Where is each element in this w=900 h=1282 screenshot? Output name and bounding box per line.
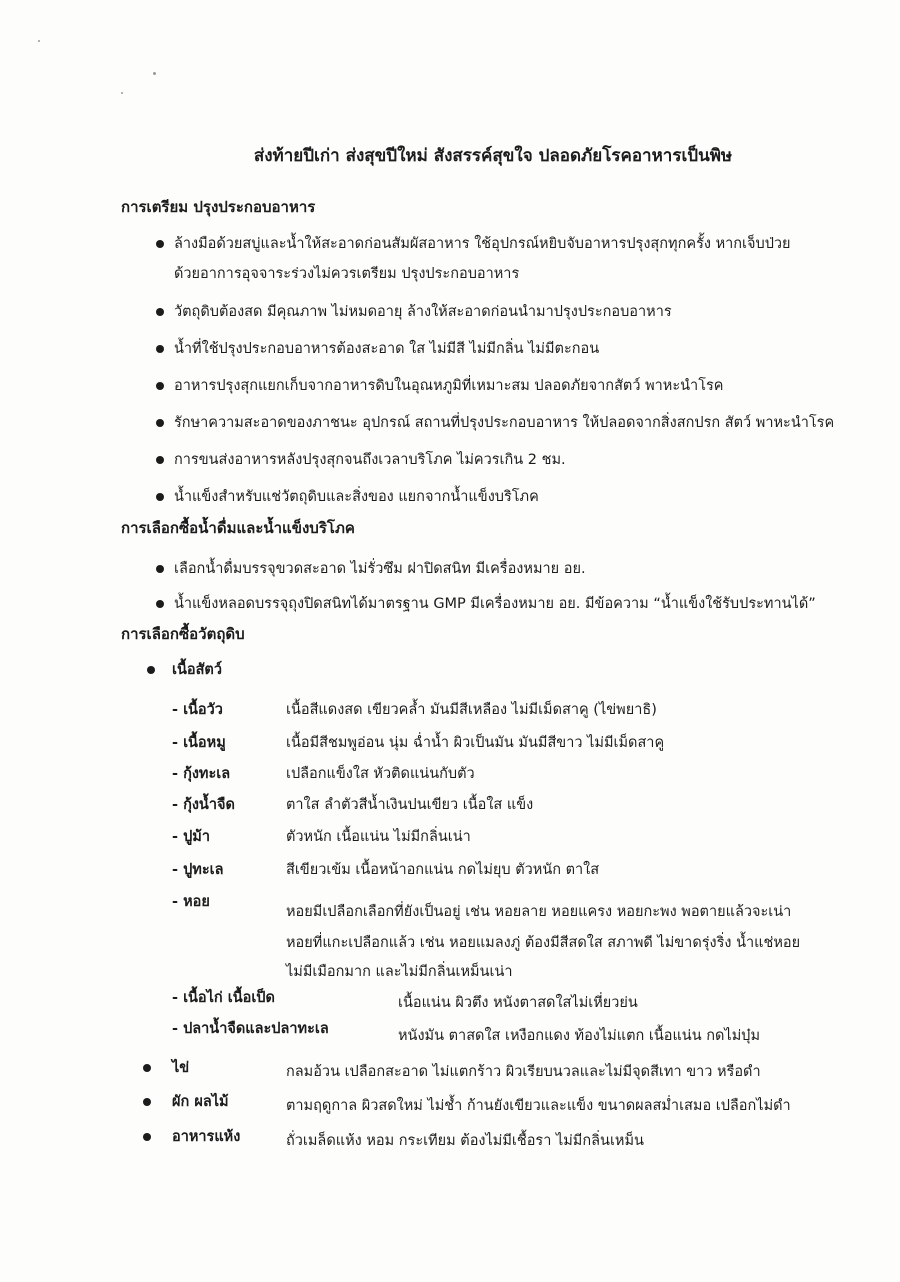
bullet-text: อาหารปรุงสุกแยกเก็บจากอาหารดิบในอุณหภูมิที่เหมาะสม ปลอดภัยจากสัตว์ พาหะนำโรค	[174, 378, 724, 394]
item-label: - เนื้อไก่ เนื้อเป็ด	[172, 990, 275, 1006]
bullet-icon	[143, 1098, 151, 1106]
bullet-text: น้ำแข็งสำหรับแช่วัตถุดิบและสิ่งของ แยกจากน้ำแข็งบริโภค	[174, 489, 539, 505]
bullet-icon	[156, 419, 164, 427]
item-description: กลมอ้วน เปลือกสะอาด ไม่แตกร้าว ผิวเรียบนวลและไม่มีจุดสีเทา ขาว หรือดำ	[286, 1064, 761, 1080]
bullet-icon	[147, 666, 155, 674]
item-description: ถั่วเมล็ดแห้ง หอม กระเทียม ต้องไม่มีเชื้อรา ไม่มีกลิ่นเหม็น	[286, 1133, 644, 1149]
page-title: ส่งท้ายปีเก่า ส่งสุขปีใหม่ สังสรรค์สุขใจ ปลอดภัยโรคอาหารเป็นพิษ	[253, 146, 733, 166]
bullet-icon	[156, 493, 164, 501]
section-heading: การเลือกซื้อน้ำดื่มและน้ำแข็งบริโภค	[121, 519, 355, 537]
item-description: เนื้อแน่น ผิวตึง หนังตาสดใสไม่เหี่ยวย่น	[398, 995, 638, 1011]
item-description: สีเขียวเข้ม เนื้อหน้าอกแน่น กดไม่ยุบ ตัวหนัก ตาใส	[286, 862, 600, 878]
bullet-icon	[156, 308, 164, 316]
item-description: เนื้อมีสีชมพูอ่อน นุ่ม ฉ่ำน้ำ ผิวเป็นมัน มันมีสีขาว ไม่มีเม็ดสาคู	[286, 735, 665, 751]
item-label: ผัก ผลไม้	[172, 1094, 229, 1110]
section-heading: การเลือกซื้อวัตถุดิบ	[121, 625, 245, 643]
item-label: ไข่	[172, 1060, 190, 1076]
bullet-icon	[143, 1133, 151, 1141]
item-description: หนังมัน ตาสดใส เหงือกแดง ท้องไม่แตก เนื้อแน่น กดไม่บุ๋ม	[398, 1028, 761, 1044]
section-heading: การเตรียม ปรุงประกอบอาหาร	[121, 198, 316, 216]
item-description: ตามฤดูกาล ผิวสดใหม่ ไม่ช้ำ ก้านยังเขียวและแข็ง ขนาดผลสม่ำเสมอ เปลือกไม่ดำ	[286, 1098, 791, 1114]
subsection-heading: เนื้อสัตว์	[172, 662, 222, 678]
item-label: - ปูม้า	[172, 829, 210, 845]
bullet-text: รักษาความสะอาดของภาชนะ อุปกรณ์ สถานที่ปรุงประกอบอาหาร ให้ปลอดจากสิ่งสกปรก สัตว์ พาหะนำโรค	[174, 415, 835, 431]
bullet-icon	[156, 600, 164, 608]
bullet-text: น้ำแข็งหลอดบรรจุถุงปิดสนิทได้มาตรฐาน GMP มีเครื่องหมาย อย. มีข้อความ “น้ำแข็งใช้รับประทานได้”	[174, 596, 816, 612]
bullet-text: ล้างมือด้วยสบู่และน้ำให้สะอาดก่อนสัมผัสอาหาร ใช้อุปกรณ์หยิบจับอาหารปรุงสุกทุกครั้ง หากเจ็บป่วย	[174, 236, 791, 252]
item-label: อาหารแห้ง	[172, 1129, 241, 1145]
bullet-text: การขนส่งอาหารหลังปรุงสุกจนถึงเวลาบริโภค ไม่ควรเกิน 2 ชม.	[174, 452, 566, 468]
item-label: - เนื้อหมู	[172, 735, 226, 751]
bullet-text: เลือกน้ำดื่มบรรจุขวดสะอาด ไม่รั่วซึม ฝาปิดสนิท มีเครื่องหมาย อย.	[174, 561, 586, 577]
bullet-icon	[143, 1064, 151, 1072]
bullet-icon	[156, 382, 164, 390]
item-label: - กุ้งน้ำจืด	[172, 797, 235, 813]
item-label: - กุ้งทะเล	[172, 766, 231, 782]
item-description: ไม่มีเมือกมาก และไม่มีกลิ่นเหม็นเน่า	[286, 964, 513, 980]
item-label: - ปลาน้ำจืดและปลาทะเล	[172, 1021, 329, 1037]
bullet-text: ด้วยอาการอุจจาระร่วงไม่ควรเตรียม ปรุงประกอบอาหาร	[174, 266, 520, 282]
bullet-icon	[156, 345, 164, 353]
bullet-icon	[156, 240, 164, 248]
item-description: หอยที่แกะเปลือกแล้ว เช่น หอยแมลงภู่ ต้องมีสีสดใส สภาพดี ไม่ขาดรุ่งริ่ง น้ำแช่หอย	[286, 935, 801, 951]
bullet-text: น้ำที่ใช้ปรุงประกอบอาหารต้องสะอาด ใส ไม่มีสี ไม่มีกลิ่น ไม่มีตะกอน	[174, 341, 600, 357]
item-description: ตาใส ลำตัวสีน้ำเงินปนเขียว เนื้อใส แข็ง	[286, 797, 534, 813]
item-label: - เนื้อวัว	[172, 702, 223, 718]
item-label: - ปูทะเล	[172, 862, 224, 878]
scan-speck	[153, 72, 156, 75]
item-description: เนื้อสีแดงสด เขียวคล้ำ มันมีสีเหลือง ไม่มีเม็ดสาคู (ไข่พยาธิ)	[286, 702, 657, 718]
scan-speck	[121, 92, 123, 94]
bullet-text: วัตถุดิบต้องสด มีคุณภาพ ไม่หมดอายุ ล้างให้สะอาดก่อนนำมาปรุงประกอบอาหาร	[174, 304, 672, 320]
scan-speck	[38, 40, 40, 42]
item-description: หอยมีเปลือกเลือกที่ยังเป็นอยู่ เช่น หอยลาย หอยแครง หอยกะพง พอตายแล้วจะเน่า	[286, 904, 792, 920]
bullet-icon	[156, 456, 164, 464]
item-description: ตัวหนัก เนื้อแน่น ไม่มีกลิ่นเน่า	[286, 829, 471, 845]
bullet-icon	[156, 565, 164, 573]
item-label: - หอย	[172, 894, 210, 910]
item-description: เปลือกแข็งใส หัวติดแน่นกับตัว	[286, 766, 475, 782]
